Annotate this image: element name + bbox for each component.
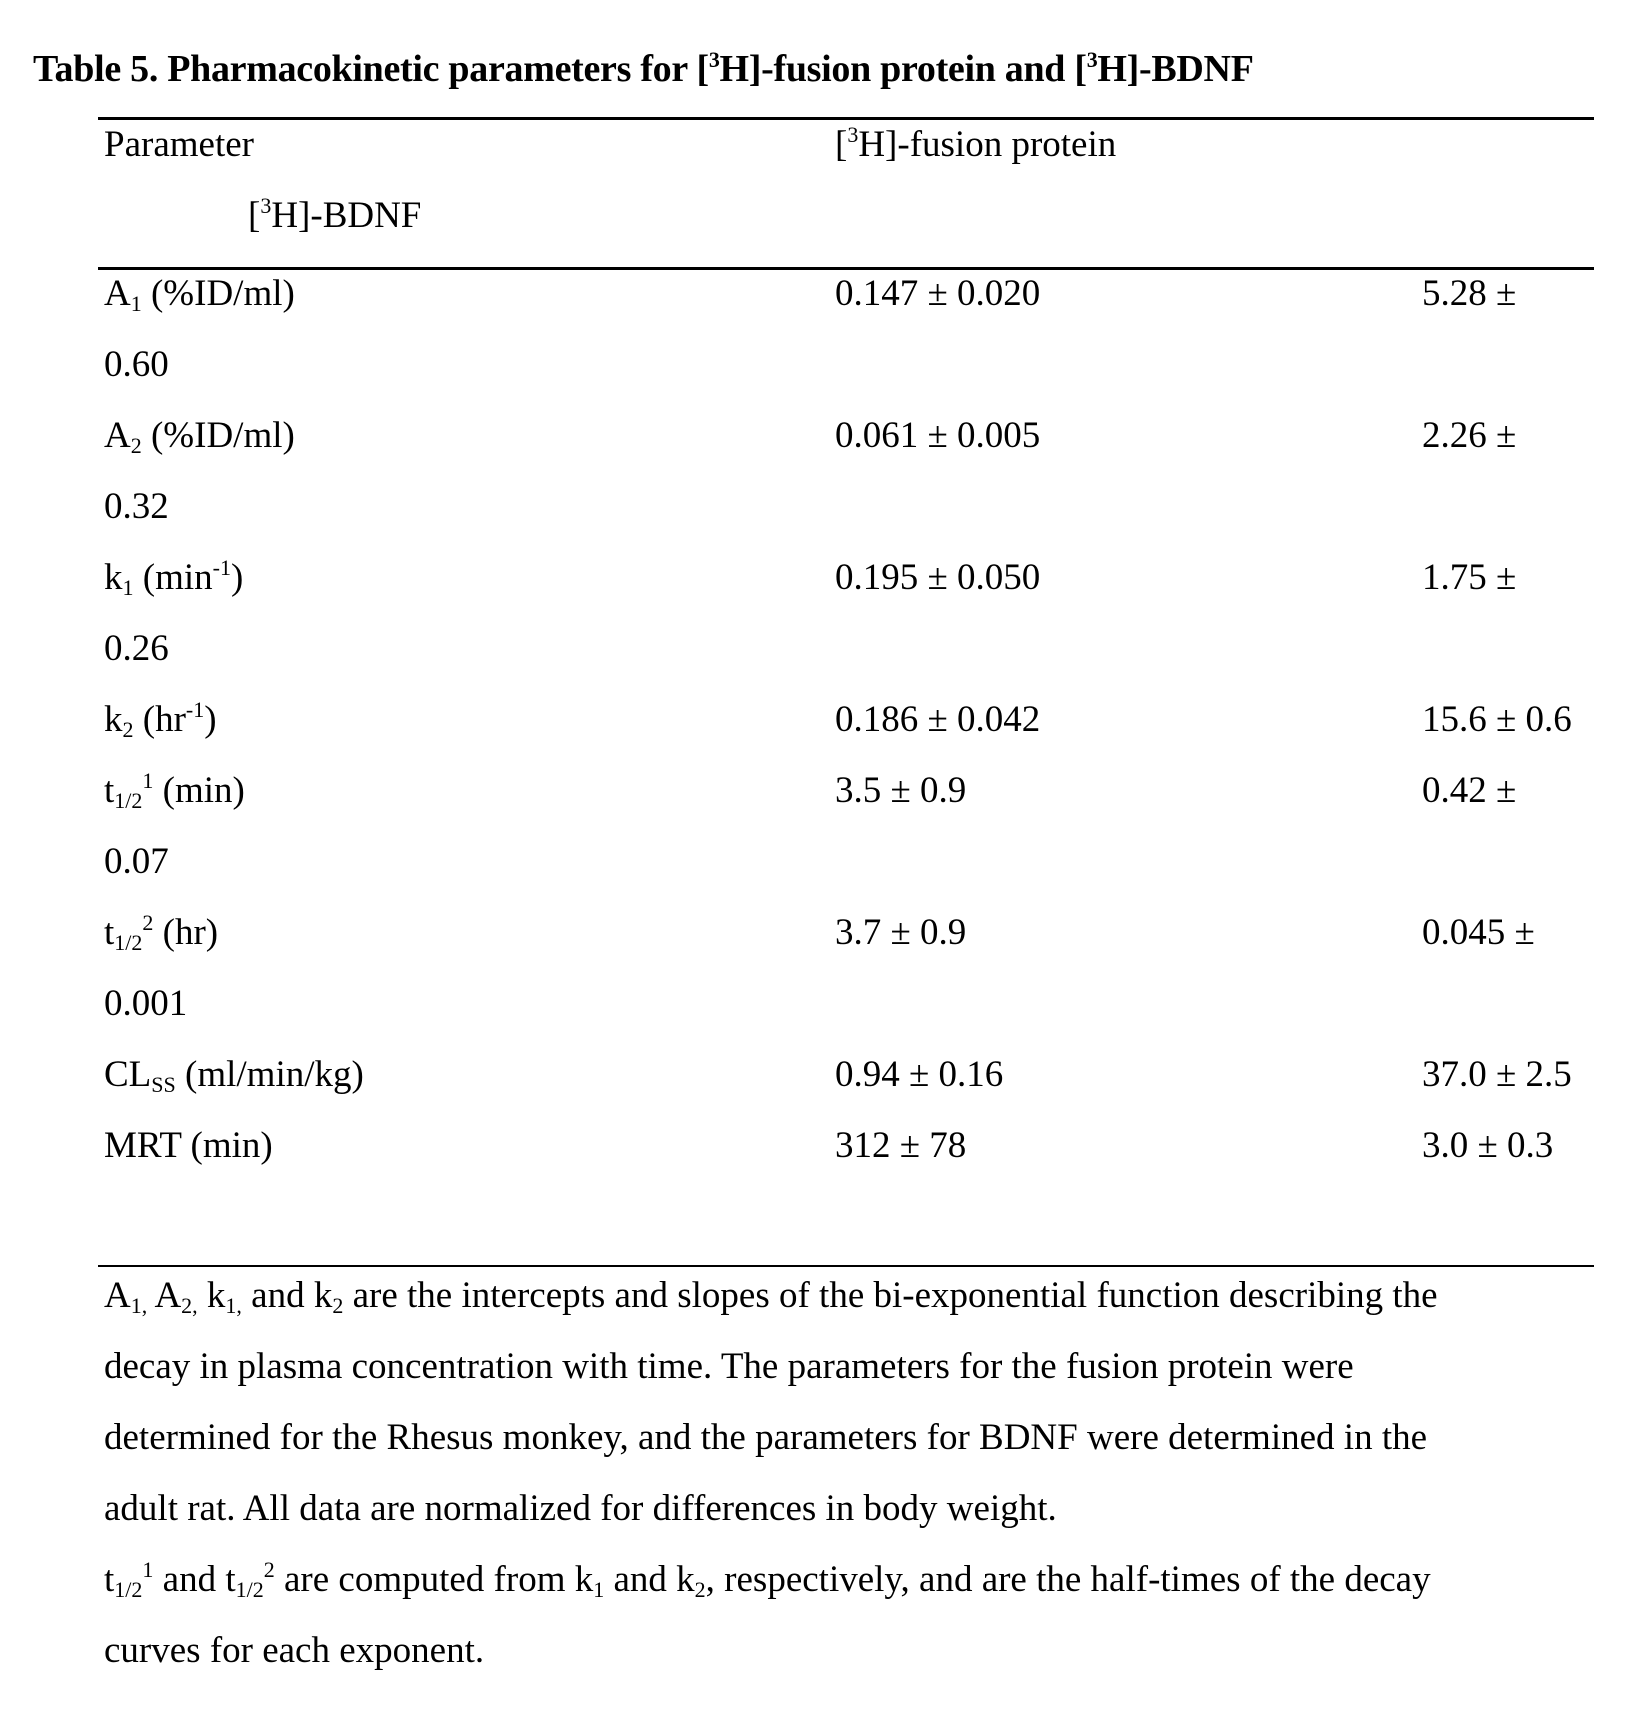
- text-segment: k: [104, 557, 123, 598]
- text-segment: 1,: [131, 1293, 148, 1318]
- text-segment: 1: [142, 768, 153, 793]
- text-segment: 2: [142, 910, 153, 935]
- text-segment: and t: [153, 1559, 235, 1600]
- text-segment: t: [104, 912, 114, 953]
- text-segment: decay in plasma concentration with time. The parameters for the fusion protein were: [104, 1346, 1354, 1387]
- text-segment: 2,: [181, 1293, 198, 1318]
- text-segment: (min): [153, 770, 244, 811]
- header-sup: 3: [847, 122, 858, 147]
- row-fusion-value: 3.5 ± 0.9: [835, 755, 966, 826]
- text-segment: (%ID/ml): [142, 415, 295, 456]
- text-segment: , respectively, and are the half-times of the decay: [706, 1559, 1431, 1600]
- row-bdnf-value: 3.0 ± 0.3: [1422, 1110, 1553, 1181]
- text-segment: t: [104, 1559, 114, 1600]
- text-segment: determined for the Rhesus monkey, and the parameters for BDNF were determined in the: [104, 1417, 1427, 1458]
- text-segment: 2: [123, 717, 134, 742]
- footnote-line: [104, 1544, 1431, 1615]
- row-bdnf-value-continued: 0.07: [104, 826, 169, 897]
- header-bdnf: [248, 180, 421, 251]
- row-bdnf-value-continued: 0.001: [104, 968, 187, 1039]
- text-segment: 1/2: [236, 1577, 264, 1602]
- text-segment: k: [104, 699, 123, 740]
- text-segment: ): [204, 699, 216, 740]
- text-segment: 2: [264, 1557, 275, 1582]
- row-fusion-value: 312 ± 78: [835, 1110, 966, 1181]
- text-segment: are the intercepts and slopes of the bi-exponential function describing the: [343, 1275, 1437, 1316]
- title-text: Table 5. Pharmacokinetic parameters for [: [33, 48, 709, 90]
- header-fusion-protein: [835, 109, 1116, 180]
- text-segment: SS: [151, 1072, 175, 1097]
- text-segment: A: [104, 415, 131, 456]
- title-sup: 3: [1087, 47, 1098, 72]
- text-segment: -1: [186, 697, 204, 722]
- row-fusion-value: 0.061 ± 0.005: [835, 400, 1040, 471]
- text-segment: (ml/min/kg): [176, 1054, 364, 1095]
- table-title: [33, 47, 1254, 91]
- row-bdnf-value: 0.42 ±: [1422, 755, 1516, 826]
- text-segment: are computed from k: [275, 1559, 594, 1600]
- text-segment: 1/2: [114, 930, 142, 955]
- row-bdnf-value-continued: 0.26: [104, 613, 169, 684]
- row-bdnf-value-continued: 0.60: [104, 329, 169, 400]
- text-segment: ): [231, 557, 243, 598]
- header-text: [: [835, 124, 847, 165]
- row-fusion-value: 0.195 ± 0.050: [835, 542, 1040, 613]
- row-bdnf-value: 37.0 ± 2.5: [1422, 1039, 1572, 1110]
- footnote-line: [104, 1260, 1438, 1331]
- footnote-line: [104, 1402, 1427, 1473]
- footnote-line: [104, 1615, 484, 1686]
- row-parameter: [104, 897, 218, 968]
- text-segment: MRT (min): [104, 1125, 273, 1166]
- row-parameter: [104, 1039, 364, 1110]
- text-segment: 2: [332, 1293, 343, 1318]
- row-fusion-value: 0.147 ± 0.020: [835, 258, 1040, 329]
- title-text: H]-BDNF: [1097, 48, 1253, 90]
- row-bdnf-value-continued: 0.32: [104, 471, 169, 542]
- text-segment: 1/2: [114, 788, 142, 813]
- text-segment: k: [198, 1275, 226, 1316]
- text-segment: t: [104, 770, 114, 811]
- text-segment: 2: [695, 1577, 706, 1602]
- text-segment: and k: [242, 1275, 332, 1316]
- row-bdnf-value: 5.28 ±: [1422, 258, 1516, 329]
- header-text: [: [248, 195, 260, 236]
- title-sup: 3: [709, 47, 720, 72]
- row-parameter: [104, 1110, 273, 1181]
- text-segment: (min: [134, 557, 213, 598]
- text-segment: (hr): [153, 912, 218, 953]
- text-segment: 1,: [225, 1293, 242, 1318]
- footnote-line: [104, 1331, 1354, 1402]
- text-segment: 1: [142, 1557, 153, 1582]
- header-sup: 3: [260, 193, 271, 218]
- row-bdnf-value: 0.045 ±: [1422, 897, 1535, 968]
- text-segment: (hr: [134, 699, 186, 740]
- row-parameter: [104, 258, 295, 329]
- text-segment: curves for each exponent.: [104, 1630, 484, 1671]
- footnote-line: [104, 1473, 1057, 1544]
- row-bdnf-value: 1.75 ±: [1422, 542, 1516, 613]
- row-fusion-value: 0.186 ± 0.042: [835, 684, 1040, 755]
- row-bdnf-value: 15.6 ± 0.6: [1422, 684, 1572, 755]
- text-segment: 1: [123, 575, 134, 600]
- text-segment: 2: [131, 433, 142, 458]
- row-fusion-value: 3.7 ± 0.9: [835, 897, 966, 968]
- text-segment: -1: [213, 555, 231, 580]
- text-segment: and k: [604, 1559, 694, 1600]
- text-segment: A: [147, 1275, 181, 1316]
- row-parameter: [104, 542, 243, 613]
- text-segment: A: [104, 273, 131, 314]
- text-segment: (%ID/ml): [142, 273, 295, 314]
- text-segment: adult rat. All data are normalized for differences in body weight.: [104, 1488, 1057, 1529]
- row-fusion-value: 0.94 ± 0.16: [835, 1039, 1003, 1110]
- text-segment: 1/2: [114, 1577, 142, 1602]
- header-text: H]-BDNF: [271, 195, 421, 236]
- text-segment: 1: [593, 1577, 604, 1602]
- title-text: H]-fusion protein and [: [720, 48, 1087, 90]
- row-parameter: [104, 684, 217, 755]
- row-bdnf-value: 2.26 ±: [1422, 400, 1516, 471]
- text-segment: A: [104, 1275, 131, 1316]
- header-parameter: Parameter: [104, 109, 254, 180]
- row-parameter: [104, 400, 295, 471]
- header-text: H]-fusion protein: [858, 124, 1116, 165]
- row-parameter: [104, 755, 245, 826]
- text-segment: 1: [131, 291, 142, 316]
- text-segment: CL: [104, 1054, 151, 1095]
